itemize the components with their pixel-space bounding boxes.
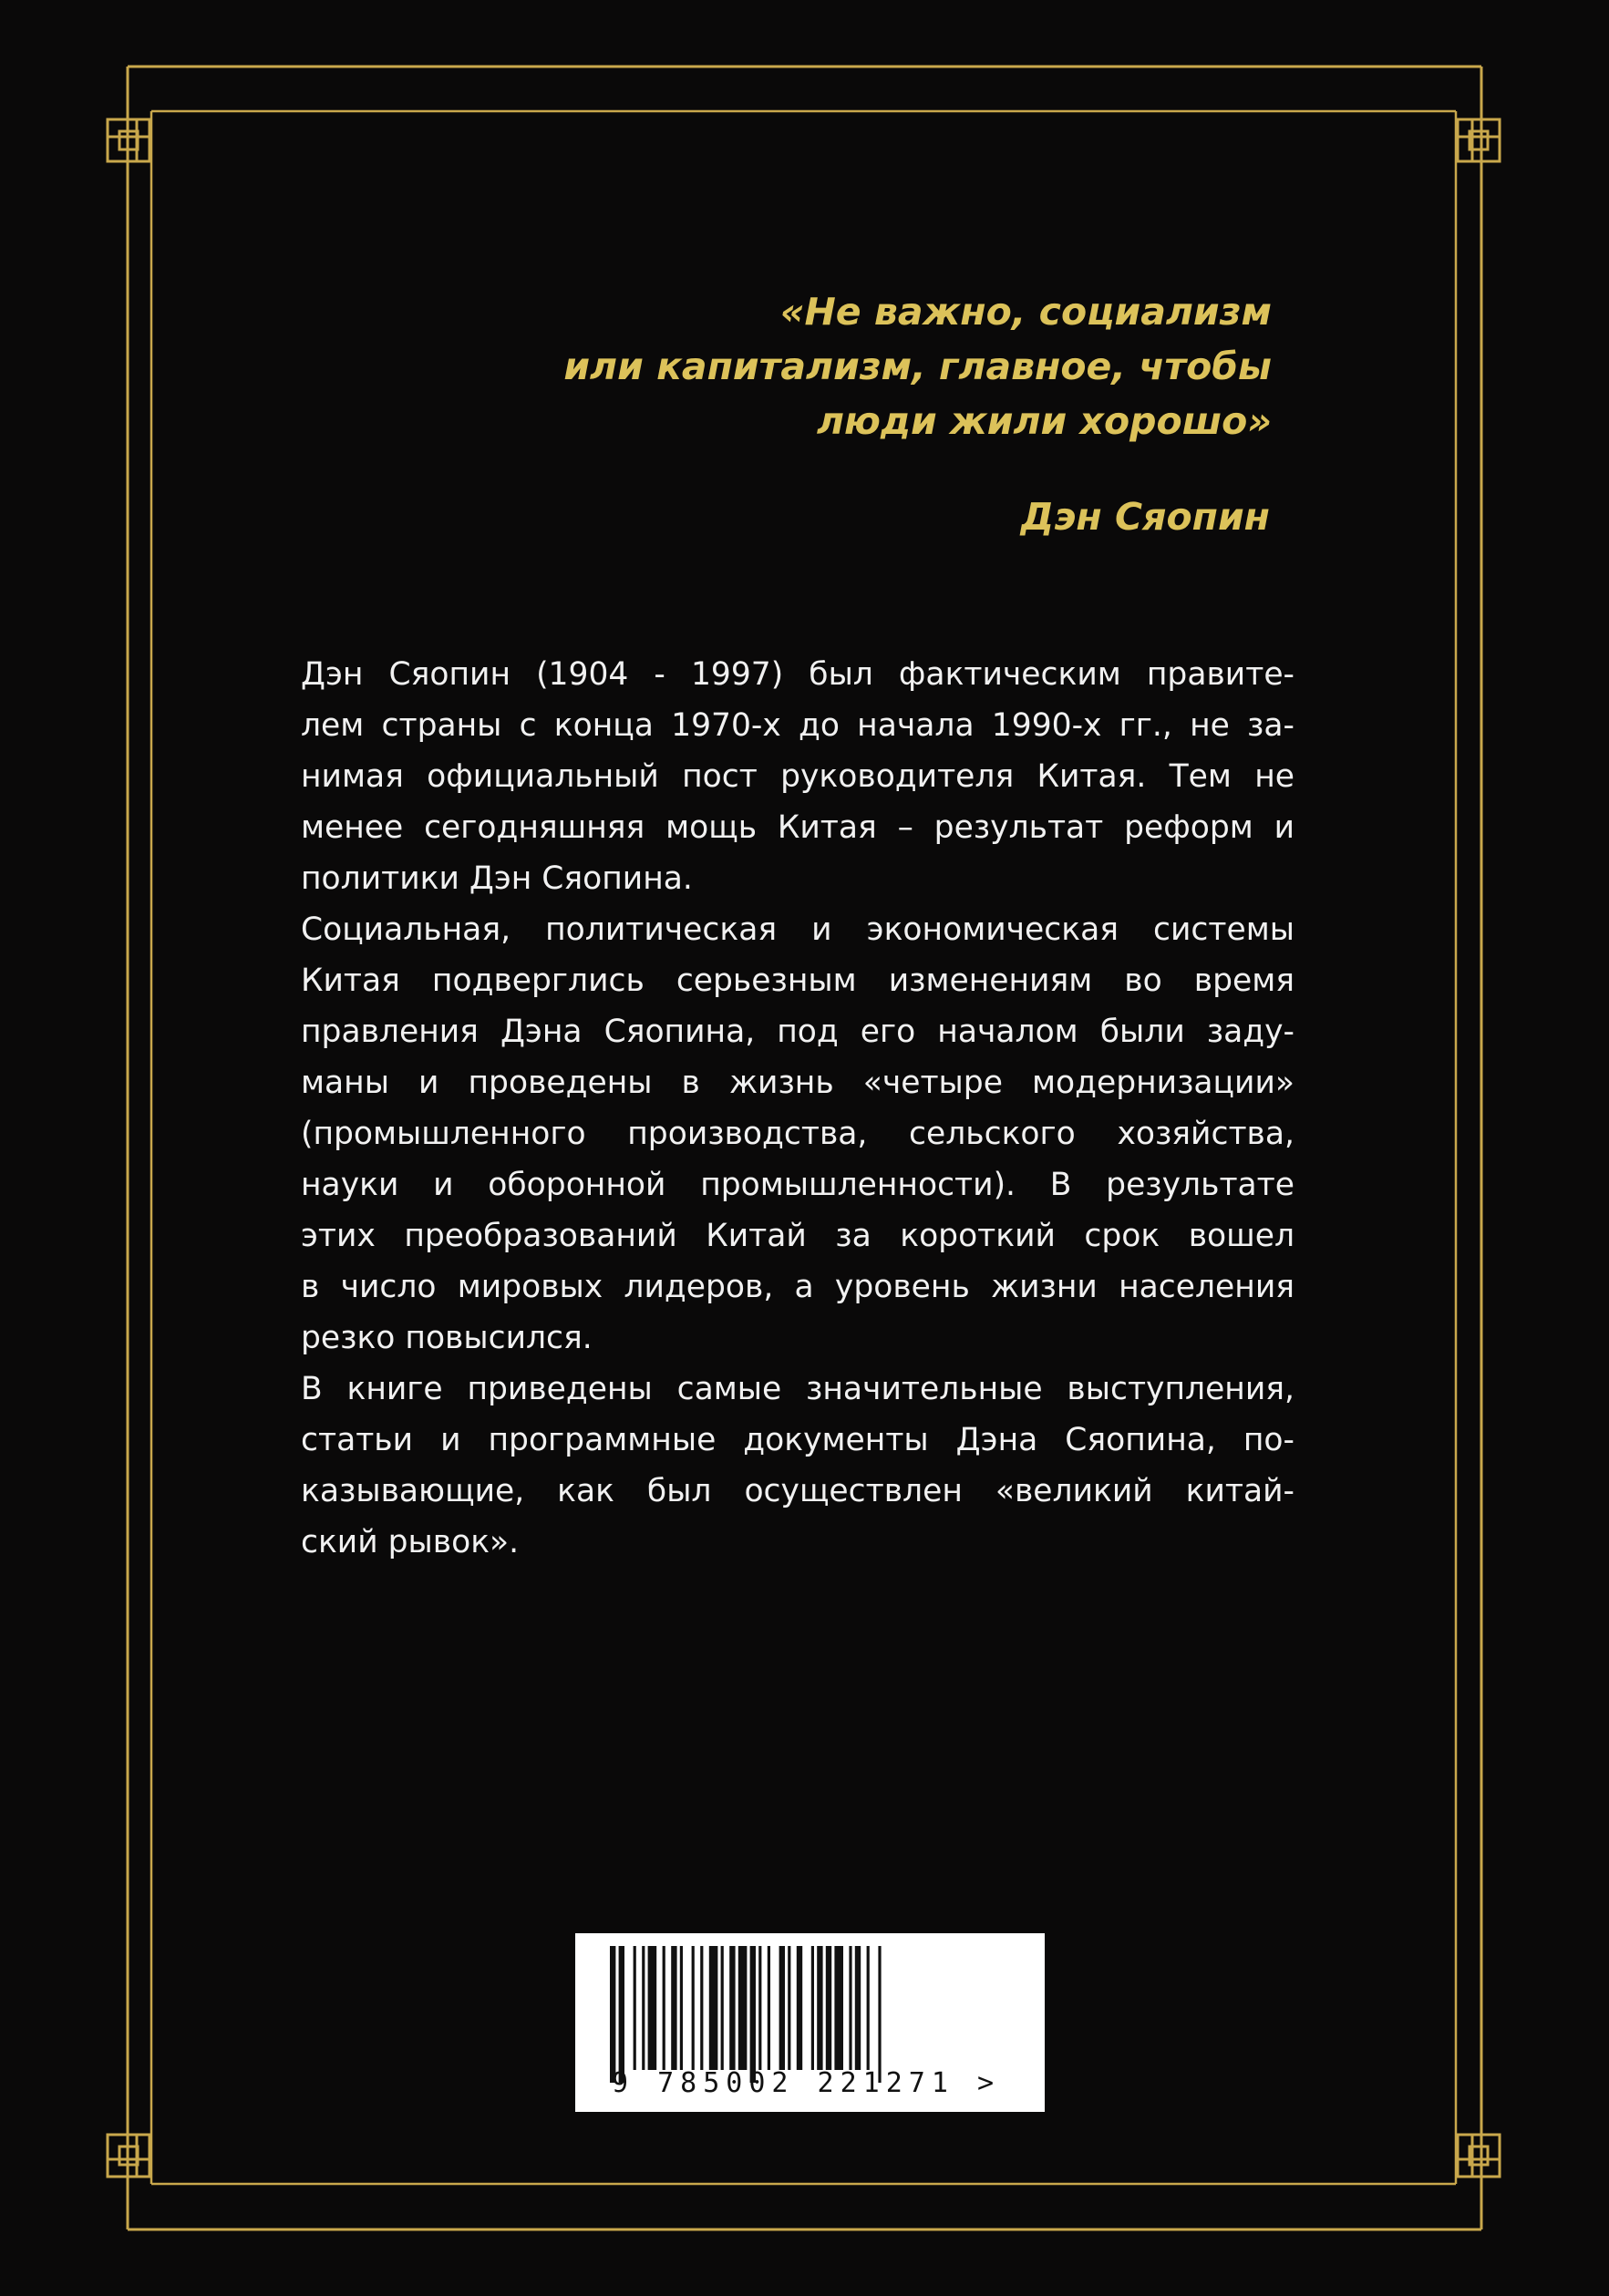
barcode-bar bbox=[750, 1946, 756, 2083]
isbn-barcode bbox=[575, 1933, 1045, 2112]
barcode-bar bbox=[692, 1946, 695, 2070]
description-line: В книге приведены самые значительные выступления, bbox=[301, 1371, 1294, 1407]
description-line: статьи и программные документы Дэна Сяопина, по- bbox=[301, 1422, 1294, 1458]
barcode-bar bbox=[811, 1946, 814, 2070]
corner-ornament-bottom-left bbox=[108, 2135, 151, 2177]
barcode-bar bbox=[768, 1946, 770, 2070]
description-line: Дэн Сяопин (1904 - 1997) был фактическим правите- bbox=[301, 656, 1294, 693]
barcode-bar bbox=[634, 1946, 636, 2070]
barcode-bar bbox=[834, 1946, 843, 2070]
description-line: Социальная, политическая и экономическая системы bbox=[301, 911, 1294, 948]
quote-author: Дэн Сяопин bbox=[1020, 495, 1270, 539]
description-line: в число мировых лидеров, а уровень жизни населения bbox=[301, 1269, 1294, 1305]
barcode-bar bbox=[779, 1946, 785, 2070]
barcode-bar bbox=[855, 1946, 861, 2070]
barcode-bar bbox=[663, 1946, 665, 2070]
barcode-bar bbox=[729, 1946, 735, 2070]
barcode-bar bbox=[788, 1946, 790, 2070]
barcode-bar bbox=[721, 1946, 724, 2070]
barcode-bar bbox=[849, 1946, 851, 2070]
description-paragraph bbox=[301, 1364, 1294, 1568]
description-line: резко повысился. bbox=[301, 1320, 593, 1356]
quote-line: или капитализм, главное, чтобы bbox=[563, 345, 1272, 388]
description-line: нимая официальный пост руководителя Китая. Тем не bbox=[301, 758, 1294, 795]
barcode-bar bbox=[797, 1946, 802, 2070]
barcode-bar bbox=[867, 1946, 870, 2070]
description-line: лем страны с конца 1970-х до начала 1990-х гг., не за- bbox=[301, 707, 1294, 744]
barcode-bar bbox=[878, 1946, 881, 2083]
barcode-bar bbox=[758, 1946, 761, 2070]
isbn-number: 9 785002 221271 > bbox=[612, 2067, 1001, 2099]
description-line: маны и проведены в жизнь «четыре модернизации» bbox=[301, 1065, 1294, 1101]
epigraph-quote bbox=[360, 284, 1272, 448]
barcode-bar bbox=[619, 1946, 624, 2083]
description-line: Китая подверглись серьезным изменениям во время bbox=[301, 963, 1294, 999]
barcode-bar bbox=[680, 1946, 683, 2070]
barcode-bar bbox=[642, 1946, 645, 2070]
description-line: менее сегодняшняя мощь Китая – результат реформ и bbox=[301, 809, 1294, 846]
description-line: (промышленного производства, сельского хозяйства, bbox=[301, 1116, 1294, 1152]
corner-ornament-top-right bbox=[1456, 119, 1500, 161]
barcode-bar bbox=[648, 1946, 657, 2070]
description-paragraph bbox=[301, 649, 1294, 904]
barcode-bar bbox=[610, 1946, 615, 2083]
description-line: ский рывок». bbox=[301, 1524, 520, 1560]
barcode-bar bbox=[738, 1946, 748, 2070]
quote-line: «Не важно, социализм bbox=[779, 290, 1272, 334]
description-line: правления Дэна Сяопина, под его началом были заду- bbox=[301, 1014, 1294, 1050]
barcode-bar bbox=[826, 1946, 831, 2070]
description-line: науки и оборонной промышленности). В результате bbox=[301, 1167, 1294, 1203]
quote-line: люди жили хорошо» bbox=[816, 399, 1272, 443]
description-line: казывающие, как был осуществлен «великий китай- bbox=[301, 1473, 1294, 1509]
description-line: политики Дэн Сяопина. bbox=[301, 860, 693, 897]
barcode-bar bbox=[700, 1946, 703, 2070]
description-line: этих преобразований Китай за короткий срок вошел bbox=[301, 1218, 1294, 1254]
description-paragraph bbox=[301, 904, 1294, 1364]
book-description bbox=[301, 649, 1294, 1568]
corner-ornament-top-left bbox=[108, 119, 151, 161]
corner-ornament-bottom-right bbox=[1456, 2135, 1500, 2177]
barcode-bar bbox=[817, 1946, 822, 2070]
barcode-bar bbox=[709, 1946, 718, 2070]
barcode-bar bbox=[671, 1946, 676, 2070]
